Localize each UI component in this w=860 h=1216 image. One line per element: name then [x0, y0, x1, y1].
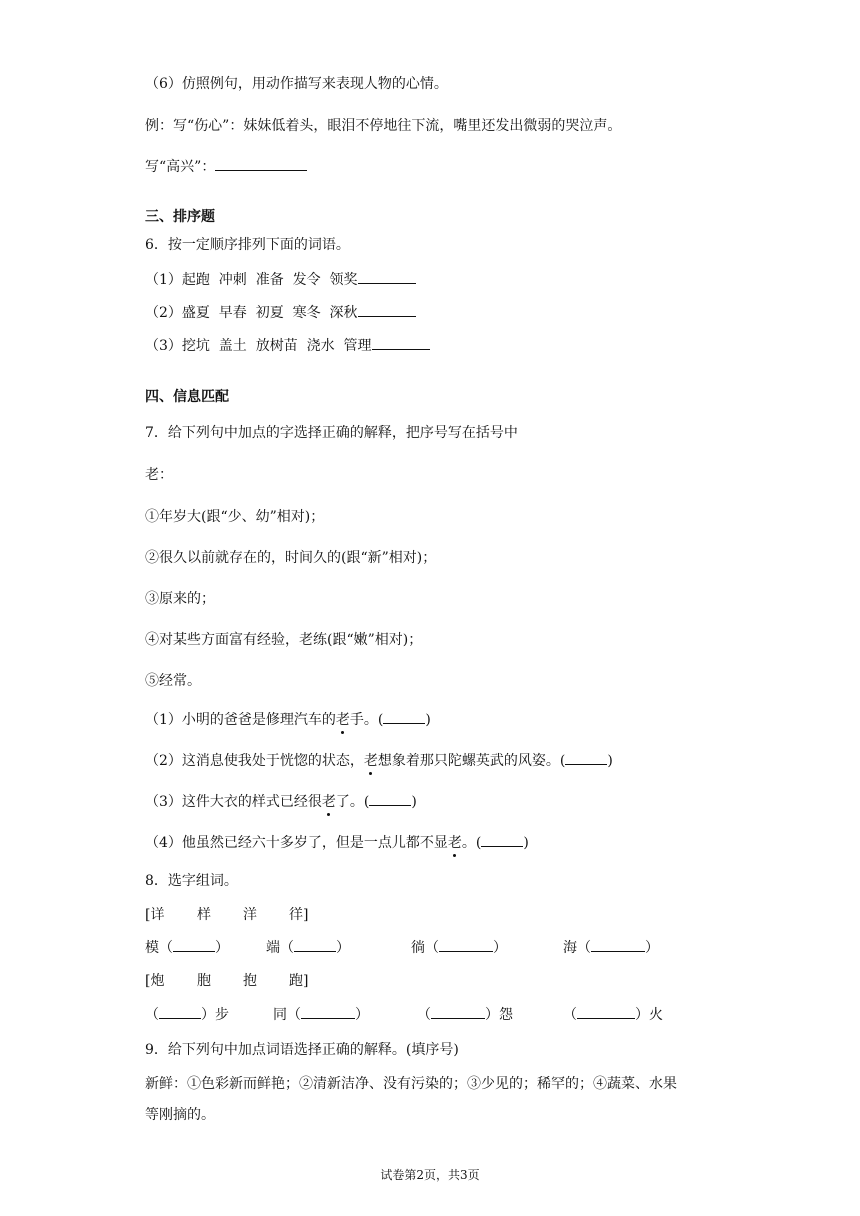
- q8-group2-char-3: 抱: [243, 973, 257, 989]
- q6-imitation-title: （6）仿照例句，用动作描写来表现人物的心情。: [145, 76, 448, 92]
- answer-blank[interactable]: [431, 1006, 485, 1019]
- q9-question: 9．给下列句中加点词语选择正确的解释。(填序号): [145, 1042, 459, 1058]
- q8-g1-word-1: [145, 939, 229, 957]
- ordering-item-text: （3）挖坑 盖土 放树苗 浇水 管理: [145, 338, 372, 354]
- answer-blank[interactable]: [369, 793, 411, 806]
- q8-g2-word-1: [145, 1006, 229, 1024]
- answer-blank[interactable]: [215, 158, 307, 171]
- word-text: 模（: [145, 940, 173, 956]
- q8-g1-word-2: [266, 939, 350, 957]
- dotted-char: 老: [447, 835, 462, 851]
- word-text: ）怨: [485, 1007, 513, 1023]
- word-text: 徜（: [411, 940, 439, 956]
- q8-group1-char-3: 洋: [243, 907, 257, 923]
- q7-sentence-3: [145, 793, 417, 811]
- q8-group2-char-4: 跑]: [289, 973, 309, 989]
- word-text: ）: [493, 940, 507, 956]
- word-text: （: [417, 1007, 431, 1023]
- q7-definition-5: ⑤经常。: [145, 673, 201, 689]
- answer-blank[interactable]: [577, 1006, 635, 1019]
- word-text: （: [145, 1007, 159, 1023]
- q8-group2-char-2: 胞: [197, 973, 211, 989]
- answer-blank[interactable]: [358, 271, 416, 284]
- q9-definition-line-2: 等刚摘的。: [145, 1107, 215, 1123]
- section4-heading: 四、信息匹配: [145, 389, 229, 405]
- q8-g1-word-4: [563, 939, 659, 957]
- word-text: （: [563, 1007, 577, 1023]
- q8-group1-char-4: 徉]: [289, 907, 309, 923]
- sentence-text: （1）小明的爸爸是修理汽车的: [145, 712, 336, 728]
- answer-blank[interactable]: [439, 939, 493, 952]
- answer-blank[interactable]: [173, 939, 215, 952]
- q7-question: 7．给下列句中加点的字选择正确的解释，把序号写在括号中: [145, 425, 518, 441]
- section3-heading: 三、排序题: [145, 209, 215, 225]
- word-text: ）步: [201, 1007, 229, 1023]
- answer-blank[interactable]: [372, 337, 430, 350]
- answer-blank[interactable]: [294, 939, 336, 952]
- q7-definition-4: ④对某些方面富有经验，老练(跟“嫩”相对)；: [145, 632, 423, 648]
- word-text: 海（: [563, 940, 591, 956]
- q7-sentence-1: [145, 711, 431, 729]
- sentence-text: （3）这件大衣的样式已经很: [145, 794, 322, 810]
- ordering-item-3: [145, 337, 430, 355]
- answer-blank[interactable]: [301, 1006, 355, 1019]
- q7-sentence-4: [145, 834, 529, 852]
- sentence-text: （2）这消息使我处于恍惚的状态，: [145, 753, 364, 769]
- q7-definition-2: ②很久以前就存在的，时间久的(跟“新”相对)；: [145, 550, 437, 566]
- q8-g2-word-4: [563, 1006, 663, 1024]
- sentence-text: （4）他虽然已经六十多岁了，但是一点儿都不显: [145, 835, 448, 851]
- sentence-text: 了。(: [335, 794, 370, 810]
- ordering-item-2: [145, 304, 416, 322]
- q6-imitation-example: 例：写“伤心”：妹妹低着头，眼泪不停地往下流，嘴里还发出微弱的哭泣声。: [145, 118, 622, 134]
- q7-definition-1: ①年岁大(跟“少、幼”相对)；: [145, 509, 325, 525]
- dotted-char: 老: [335, 712, 350, 728]
- q7-word: 老：: [145, 467, 173, 483]
- q8-g2-word-2: [273, 1006, 369, 1024]
- word-text: ）火: [635, 1007, 663, 1023]
- q8-g1-word-3: [411, 939, 507, 957]
- q8-g2-word-3: [417, 1006, 513, 1024]
- answer-blank[interactable]: [159, 1006, 201, 1019]
- ordering-item-text: （2）盛夏 早春 初夏 寒冬 深秋: [145, 305, 358, 321]
- answer-blank[interactable]: [481, 834, 523, 847]
- q9-definition-line-1: 新鲜：①色彩新而鲜艳；②清新洁净、没有污染的；③少见的；稀罕的；④蔬菜、水果: [145, 1076, 677, 1092]
- word-text: ）: [215, 940, 229, 956]
- answer-blank[interactable]: [565, 752, 607, 765]
- answer-blank[interactable]: [591, 939, 645, 952]
- sentence-text: 。(: [461, 835, 482, 851]
- paren-close: ): [523, 835, 529, 851]
- q7-definition-3: ③原来的；: [145, 591, 215, 607]
- paren-close: ): [411, 794, 417, 810]
- ordering-item-text: （1）起跑 冲刺 准备 发令 领奖: [145, 272, 358, 288]
- q8-group2-char-1: [炮: [145, 973, 165, 989]
- dotted-char: 老: [321, 794, 336, 810]
- page-footer: 试卷第2页，共3页: [380, 1168, 480, 1182]
- dotted-char: 老: [363, 753, 378, 769]
- q6-imitation-prompt-line: [145, 158, 307, 176]
- q6-imitation-prompt: 写“高兴”：: [145, 159, 216, 175]
- paren-close: ): [425, 712, 431, 728]
- word-text: ）: [336, 940, 350, 956]
- word-text: ）: [355, 1007, 369, 1023]
- word-text: ）: [645, 940, 659, 956]
- sentence-text: 手。(: [349, 712, 384, 728]
- ordering-item-1: [145, 271, 416, 289]
- section3-question: 6．按一定顺序排列下面的词语。: [145, 237, 350, 253]
- word-text: 同（: [273, 1007, 301, 1023]
- word-text: 端（: [266, 940, 294, 956]
- answer-blank[interactable]: [383, 711, 425, 724]
- answer-blank[interactable]: [358, 304, 416, 317]
- sentence-text: 想象着那只陀螺英武的风姿。(: [377, 753, 566, 769]
- q8-question: 8．选字组词。: [145, 873, 238, 889]
- paren-close: ): [607, 753, 613, 769]
- q7-sentence-2: [145, 752, 613, 770]
- q8-group1-char-1: [详: [145, 907, 165, 923]
- q8-group1-char-2: 样: [197, 907, 211, 923]
